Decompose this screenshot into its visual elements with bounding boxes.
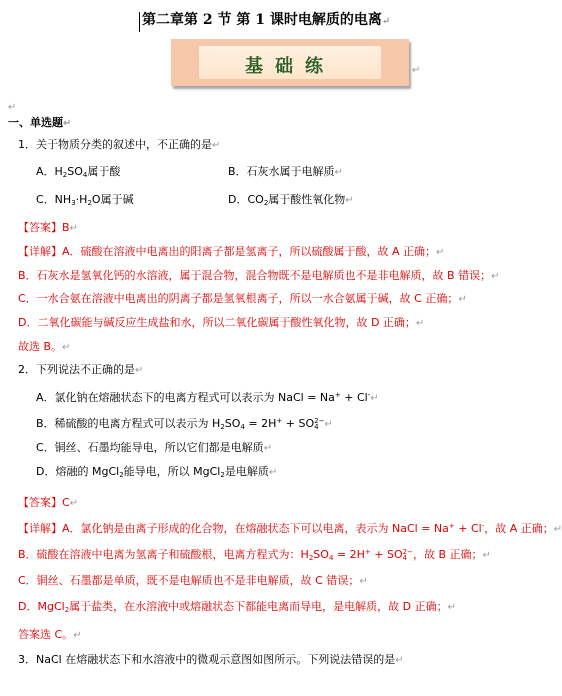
q2-explain-d: D．MgCl$_2$属于盐类，在水溶液中或熔融状态下都能电离而导电，是电解质，故 D 正确；↵ xyxy=(18,600,457,614)
q1-conclusion: 故选 B。↵ xyxy=(18,340,71,353)
banner-label: 基础练 xyxy=(245,56,335,77)
q1-option-b: B．石灰水属于电解质↵ xyxy=(228,165,343,178)
q1-option-c: C．$NH_3\cdot H_2O$属于碱 xyxy=(36,193,134,207)
q2-conclusion: 答案选 C。↵ xyxy=(18,628,82,641)
q2-explain-c: C．铜丝、石墨都是单质，既不是电解质也不是非电解质，故 C 错误；↵ xyxy=(18,574,368,587)
q2-explain-b: B．硫酸在溶液中电离为氢离子和硫酸根，电离方程式为：$H_2SO_4 = 2H^+$ + SO 2− 4 ，故 B 正确；↵ xyxy=(18,548,491,562)
question-2-stem: 2．下列说法不正确的是↵ xyxy=(18,363,144,376)
q1-option-a: A．$H_2SO_4$属于酸 xyxy=(36,165,121,179)
q2-option-a: A．氯化钠在熔融状态下的电离方程式可以表示为 NaCl = Na+ + Cl-↵ xyxy=(36,391,379,404)
banner xyxy=(171,39,409,86)
page-title: 第二章第 2 节 第 1 课时电解质的电离↵ xyxy=(142,12,391,28)
paragraph-mark: ↵ xyxy=(412,65,421,76)
q1-answer: 【答案】B↵ xyxy=(18,221,78,234)
q2-explain-a: 【详解】A．氯化钠是由离子形成的化合物，在熔融状态下可以电离，表示为 NaCl = Na+ + Cl-，故 A 正确；↵ xyxy=(18,522,562,535)
question-1-stem: 1．关于物质分类的叙述中，不正确的是↵ xyxy=(18,138,221,151)
q1-option-d: D．$CO_2$属于酸性氧化物↵ xyxy=(228,193,354,207)
q2-option-c: C．铜丝、石墨均能导电，所以它们都是电解质↵ xyxy=(36,441,273,454)
q1-explain-c: C．一水合氨在溶液中电离出的阴离子都是氢氧根离子，所以一水合氨属于碱，故 C 正确；↵ xyxy=(18,292,467,305)
q2-answer: 【答案】C↵ xyxy=(18,496,79,509)
q2-option-b: B．稀硫酸的电离方程式可以表示为 $H_2SO_4 = 2H^+$ + SO 2− 4 ↵ xyxy=(36,417,333,431)
question-3-stem: 3．NaCl 在熔融状态下和水溶液中的微观示意图如图所示。下列说法错误的是↵ xyxy=(18,653,404,666)
paragraph-mark: ↵ xyxy=(8,102,17,113)
section-heading: 一、单选题↵ xyxy=(8,116,72,129)
banner-plate xyxy=(199,46,381,79)
q2-option-d: D．熔融的 MgCl$_2$能导电，所以 MgCl$_2$是电解质↵ xyxy=(36,465,278,479)
q1-explain-d: D．二氧化碳能与碱反应生成盐和水，所以二氧化碳属于酸性氧化物，故 D 正确；↵ xyxy=(18,316,425,329)
q1-explain-b: B．石灰水是氢氧化钙的水溶液，属于混合物，混合物既不是电解质也不是非电解质，故 B 错误；↵ xyxy=(18,269,500,282)
q1-explain-a: 【详解】A．硫酸在溶液中电离出的阳离子都是氢离子，所以硫酸属于酸，故 A 正确；↵ xyxy=(18,245,445,258)
text-cursor xyxy=(139,12,140,32)
